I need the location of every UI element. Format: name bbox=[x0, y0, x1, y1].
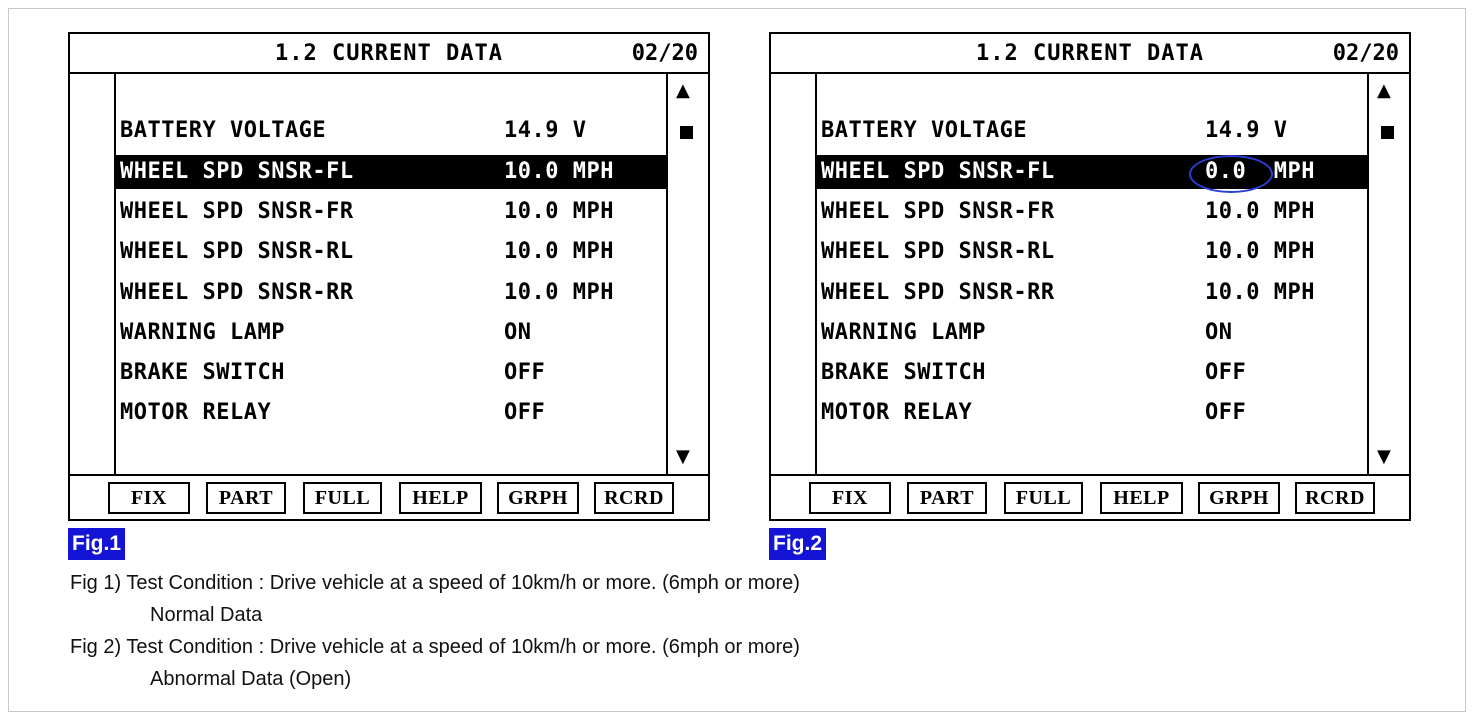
row-label: WHEEL SPD SNSR-RR bbox=[821, 280, 1055, 305]
scrollbar-divider bbox=[1367, 72, 1369, 475]
row-label: WHEEL SPD SNSR-RR bbox=[120, 280, 354, 305]
help-button[interactable]: HELP bbox=[399, 482, 482, 514]
fig2-condition-caption: Fig 2) Test Condition : Drive vehicle at a speed of 10km/h or more. (6mph or more) bbox=[70, 636, 800, 658]
row-value: OFF bbox=[1205, 400, 1247, 425]
row-value: OFF bbox=[504, 360, 546, 385]
data-row-wheel-spd-fl[interactable] bbox=[817, 155, 1367, 189]
data-row-wheel-spd-fr[interactable] bbox=[116, 195, 666, 229]
fig1-label: Fig.1 bbox=[68, 528, 125, 560]
row-value: 10.0 MPH bbox=[504, 280, 614, 305]
fix-button[interactable]: FIX bbox=[108, 482, 190, 514]
row-value: 0.0 MPH bbox=[1205, 159, 1315, 184]
data-row-brake-switch[interactable] bbox=[116, 356, 666, 390]
part-button[interactable]: PART bbox=[206, 482, 286, 514]
title-bar bbox=[771, 34, 1409, 74]
part-button[interactable]: PART bbox=[907, 482, 987, 514]
triangle-up-icon[interactable]: ▲ bbox=[1377, 80, 1391, 101]
data-row-warning-lamp[interactable] bbox=[116, 316, 666, 350]
rcrd-button[interactable]: RCRD bbox=[1295, 482, 1375, 514]
row-value: 10.0 MPH bbox=[504, 199, 614, 224]
fix-button[interactable]: FIX bbox=[809, 482, 891, 514]
page-number: 02/20 bbox=[631, 41, 698, 66]
row-label: WHEEL SPD SNSR-FR bbox=[821, 199, 1055, 224]
row-label: WHEEL SPD SNSR-RL bbox=[120, 239, 354, 264]
row-label: WARNING LAMP bbox=[821, 320, 986, 345]
row-value: ON bbox=[504, 320, 532, 345]
data-row-wheel-spd-rr[interactable] bbox=[116, 276, 666, 310]
row-label: MOTOR RELAY bbox=[120, 400, 272, 425]
data-row-motor-relay[interactable] bbox=[817, 396, 1367, 430]
row-label: MOTOR RELAY bbox=[821, 400, 973, 425]
row-value: OFF bbox=[504, 400, 546, 425]
title-bar bbox=[70, 34, 708, 74]
data-row-motor-relay[interactable] bbox=[116, 396, 666, 430]
screen-title: 1.2 CURRENT DATA bbox=[275, 41, 503, 66]
row-value: 14.9 V bbox=[504, 118, 587, 143]
page-number: 02/20 bbox=[1332, 41, 1399, 66]
scan-tool-screen-fig1 bbox=[68, 32, 710, 521]
data-row-battery-voltage[interactable] bbox=[116, 114, 666, 148]
data-row-wheel-spd-rl[interactable] bbox=[817, 235, 1367, 269]
screen-title: 1.2 CURRENT DATA bbox=[976, 41, 1204, 66]
grph-button[interactable]: GRPH bbox=[497, 482, 579, 514]
data-row-warning-lamp[interactable] bbox=[817, 316, 1367, 350]
scrollbar-divider bbox=[666, 72, 668, 475]
scroll-thumb[interactable] bbox=[680, 126, 693, 139]
row-label: BRAKE SWITCH bbox=[120, 360, 285, 385]
row-value: ON bbox=[1205, 320, 1233, 345]
grph-button[interactable]: GRPH bbox=[1198, 482, 1280, 514]
data-row-wheel-spd-rr[interactable] bbox=[817, 276, 1367, 310]
fig2-result-caption: Abnormal Data (Open) bbox=[150, 668, 352, 690]
bottom-divider bbox=[771, 474, 1409, 476]
row-label: WHEEL SPD SNSR-FL bbox=[120, 159, 354, 184]
row-value: OFF bbox=[1205, 360, 1247, 385]
triangle-down-icon[interactable]: ▼ bbox=[676, 446, 690, 467]
row-label: WHEEL SPD SNSR-RL bbox=[821, 239, 1055, 264]
triangle-up-icon[interactable]: ▲ bbox=[676, 80, 690, 101]
full-button[interactable]: FULL bbox=[303, 482, 382, 514]
row-value: 14.9 V bbox=[1205, 118, 1288, 143]
fig1-result-caption: Normal Data bbox=[150, 604, 263, 626]
data-row-wheel-spd-fr[interactable] bbox=[817, 195, 1367, 229]
row-label: WARNING LAMP bbox=[120, 320, 285, 345]
scan-tool-screen-fig2 bbox=[769, 32, 1411, 521]
row-label: BRAKE SWITCH bbox=[821, 360, 986, 385]
row-value: 10.0 MPH bbox=[504, 159, 614, 184]
row-label: WHEEL SPD SNSR-FL bbox=[821, 159, 1055, 184]
row-value: 10.0 MPH bbox=[504, 239, 614, 264]
row-label: BATTERY VOLTAGE bbox=[821, 118, 1028, 143]
scroll-thumb[interactable] bbox=[1381, 126, 1394, 139]
highlight-circle bbox=[1189, 155, 1273, 193]
fig2-label: Fig.2 bbox=[769, 528, 826, 560]
fig1-condition-caption: Fig 1) Test Condition : Drive vehicle at a speed of 10km/h or more. (6mph or more) bbox=[70, 572, 800, 594]
row-value: 10.0 MPH bbox=[1205, 280, 1315, 305]
row-label: BATTERY VOLTAGE bbox=[120, 118, 327, 143]
rcrd-button[interactable]: RCRD bbox=[594, 482, 674, 514]
data-row-battery-voltage[interactable] bbox=[817, 114, 1367, 148]
data-row-wheel-spd-fl[interactable] bbox=[116, 155, 666, 189]
triangle-down-icon[interactable]: ▼ bbox=[1377, 446, 1391, 467]
data-row-wheel-spd-rl[interactable] bbox=[116, 235, 666, 269]
full-button[interactable]: FULL bbox=[1004, 482, 1083, 514]
help-button[interactable]: HELP bbox=[1100, 482, 1183, 514]
bottom-divider bbox=[70, 474, 708, 476]
data-row-brake-switch[interactable] bbox=[817, 356, 1367, 390]
row-label: WHEEL SPD SNSR-FR bbox=[120, 199, 354, 224]
row-value: 10.0 MPH bbox=[1205, 239, 1315, 264]
row-value: 10.0 MPH bbox=[1205, 199, 1315, 224]
